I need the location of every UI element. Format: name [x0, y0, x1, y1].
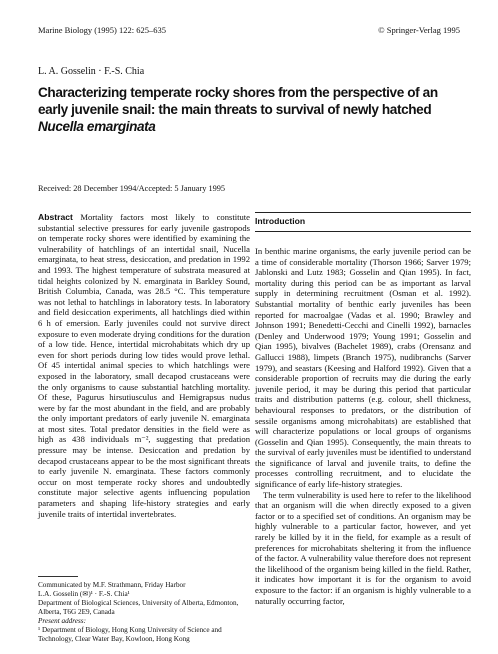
- introduction-paragraph-2: The term vulnerability is used here to refer to the likelihood that an organism will die when directly exposed to a given factor or to a specified set of conditions. An organism may be highly vulnerable to a particular factor, however, and yet rarely be killed by it in the field, for example as a result of preferences for microhabitats sheltering it from the influence of the factor. A vulnerability value therefore does not represent the likelihood of the organism being killed in the field. Rather, it indicates how important it is for the organism to avoid exposure to the factor: if an organism is highly vulnerable to a naturally occurring factor,: [255, 489, 471, 606]
- copyright-notice: © Springer-Verlag 1995: [378, 25, 460, 35]
- article-title: [38, 84, 468, 135]
- abstract-text: Mortality factors most likely to constitute substantial selective pressures for early juvenile gastropods on temperate rocky shores were identified by examining the vulnerability of hatchlings of an intertidal snail, Nucella emarginata, to heat stress, desiccation, and predation in 1992 and 1993. The highest temperature of substrata measured at tidal heights colonized by N. emarginata in Barkley Sound, British Columbia, Canada, was 28.5 °C. This temperature was not lethal to hatchlings in laboratory tests. In laboratory and field desiccation experiments, all hatchlings died within 6 h of emersion. Early juveniles could not survive direct exposure to even moderate drying conditions for the duration of a low tide. Hence, intertidal microhabitats which dry up even for short periods during low tides would prove lethal. Of 45 intertidal animal species to which hatchlings were exposed in the laboratory, small decapod crustaceans were the only organisms to cause substantial hatchling mortality. Of these, Pagurus hirsutiusculus and Hemigrapsus nudus were by far the most abundant in the field, and are probably the only important predators of early juvenile N. emarginata at most sites. Total predator densities in the field were as high as 438 individuals m⁻², suggesting that predation pressure may be intense. Desiccation and predation by decapod crustaceans appear to be the most significant threats to early juvenile N. emarginata. These factors commonly occur on most temperate rocky shores and undoubtedly constitute major selective agents influencing population parameters and shaping life-history strategies and early juvenile traits of intertidal invertebrates.: [38, 212, 250, 519]
- present-address-label: Present address:: [38, 617, 86, 625]
- present-address: ¹ Department of Biology, Hong Kong University of Science and Technology, Clear Water Bay, Kowloon, Hong Kong: [38, 626, 222, 643]
- article-title-main: Characterizing temperate rocky shores from the perspective of an early juvenile snail: the main threats to survival of newly hatched: [38, 85, 438, 117]
- footnotes: [38, 576, 250, 644]
- abstract-column: [38, 212, 250, 519]
- footnote-rule: [38, 576, 78, 577]
- introduction-column: [255, 212, 471, 606]
- introduction-paragraph-1: In benthic marine organisms, the early juvenile period can be a time of considerable mortality (Thorson 1966; Sarver 1979; Jablonski and Lutz 1983; Gosselin and Qian 1995). In fact, mortality during this period can be as important as larval supply in determining recruitment (Osman et al. 1992). Substantial mortality of benthic early juveniles has been reported for macroalgae (Vadas et al. 1990; Brawley and Johnson 1991; Benedetti-Cecchi and Cinelli 1992), barnacles (Denley and Underwood 1979; Young 1991; Gosselin and Qian 1995), bivalves (Bachelet 1989), crabs (Orensanz and Gallucci 1988), limpets (Branch 1975), nudibranchs (Sarver 1979), and seastars (Keesing and Halford 1992). Given that a considerable proportion of recruits may die during the early juvenile period, it may be during this period that particular traits and distribution patterns (e.g. colour, shell thickness, behavioural responses to predators, or the distribution of sessile organisms among microhabitats) are established that will characterize populations or local groups of organisms (Gosselin and Qian 1995). Consequently, the main threats to the survival of early juveniles must be identified to understand the significance of larval and juvenile traits, to define the processes controlling recruitment, and to elucidate the significance of early life-history strategies.: [255, 246, 471, 490]
- introduction-heading: Introduction: [255, 212, 471, 232]
- received-dates: Received: 28 December 1994/Accepted: 5 January 1995: [38, 184, 226, 193]
- abstract-label: Abstract: [38, 212, 73, 222]
- article-title-species: Nucella emarginata: [38, 119, 156, 134]
- corresponding-author: L.A. Gosselin (✉)¹ · F.-S. Chia¹: [38, 590, 130, 598]
- author-affiliation: Department of Biological Sciences, University of Alberta, Edmonton, Alberta, T6G 2E9, Canada: [38, 599, 239, 616]
- abstract-paragraph: [38, 212, 250, 519]
- journal-citation: Marine Biology (1995) 122: 625–635: [38, 25, 166, 35]
- communicated-by: Communicated by M.F. Strathmann, Friday Harbor: [38, 581, 186, 589]
- journal-header: [38, 25, 460, 35]
- author-list: L. A. Gosselin · F.-S. Chia: [38, 66, 145, 77]
